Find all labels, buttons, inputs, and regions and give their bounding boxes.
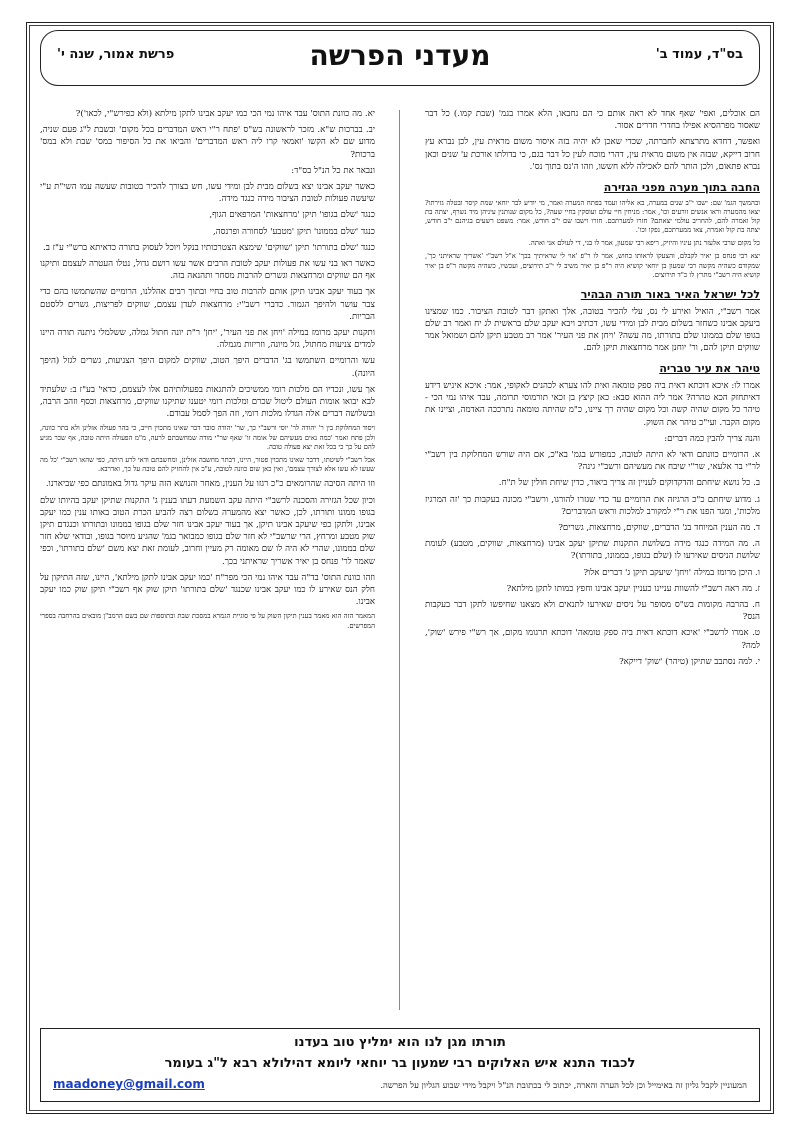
answer-paragraph: אבל רשב"י לשיטתו, דדבר שאינו מתכוין פטור, היינו, דבתר מחשבה אזלינן, ומחשבתם ודאי לרע היתה, כפי שהאו רשב"י 'כל מה שעשו לא עשו אלא לצורך עצמם', ואין כאן שום כוונה לטובה, ע"כ אין להחזיק להם טובה על כך, ואדרבא. — [40, 455, 375, 474]
answer-intro: ונבאר את כל הנ"ל בס"ד: — [291, 165, 375, 176]
footer-box — [40, 1028, 760, 1102]
answer-line: כנגד 'שלם בתורתו' תיקן 'שווקים' שימצא הצטרכותיו בנקל ויוכל לעסוק בתורה כדאיתא ברש"י ע"ז ב. — [42, 242, 375, 253]
tiberias-paragraph: אמרו לו: איכא דוכתא דאית ביה ספק טומאה ואית להו צערא לכהנים לאקופי, אמר: איכא איניש דידע דאיתחזק הכא טהרה? אמר ליה ההוא סבא: כאן קיצץ בן זכאי תורמוסי תרומה, עבד איהו נמי הכי - טיהר כל מקום שהיה קשה וכל מקום שהיה רך ציינו, כ"מ שהיתה טומאה נתרככה האדמה, וציינו את מקום הקבר. ועי"כ טיהר את השוק. — [425, 381, 760, 428]
right-column — [425, 108, 760, 1018]
answer-paragraph: ויסוד המחלוקת בין ר' יהודה לר' יוסי ורשב"י כך, שר' יהודה סובר דבר שאינו מתכוין חייב, כי בהר פעולה אזלינן ולא בתר כוונה, ולכן פתח ואמר 'כמה נאים מעשיהם של אומה זו' שאף שר"י מודה שמחשבתם לרעה, מ"מ הפעולה היתה טובה, אף שכר מגיע להם על כך כי בכל זאת יצא פעולה טובה. — [40, 424, 375, 451]
answer-line: כנגד 'שלם בממונו' תיקן 'מטבע' לסחורה ופרנסה, — [212, 226, 375, 237]
question-item: ד. מה הענין המיוחד בג' הדברים, שווקים, מרחצאות, גשרים? — [558, 523, 760, 534]
question-item: ו. היכן מרומז במילה 'ויחן' שיעקב תיקן ג' דברים אלו? — [583, 567, 760, 578]
publication-title: מעדני הפרשה — [309, 39, 491, 72]
footer-line-1: תורתו מגן לנו הוא ימליץ טוב בעדנו — [294, 1035, 506, 1050]
header-banner — [40, 30, 760, 86]
question-item: יא. מה כוונת התוס' עבד איהו נמי הכי כמו יעקב אבינו לתקן מילתא (ולא כפירש"י, לכאו')? — [75, 109, 375, 119]
question-item: י. למה נסתבב שתיקן (טיהר) 'שוק' דייקא? — [619, 656, 760, 667]
answer-paragraph: אך עשו, ונכדיו הם מלכות רומי ממשיכים להתגאות בפעולותיהם אלו לעצמם, כדאי' בע"ז ב: שלעתיד לבא יבואו אומות העולם ליטול שכרם ומלכות רומי יטענו שתיקנו שווקים, מרחצאות וכסף וזהב הרבה, ובשלושה דברים אלה הגדלו מלכות רומי, וזה הפך לסמל עבודם. — [40, 384, 375, 420]
page-label: בס"ד, עמוד ב' — [655, 47, 743, 62]
intro-paragraph-2: ואפשר, דחדא מתרצתא לחברתה, שכדי שאכן לא יהיה בזה איסור משום מראית עין, לכן נברא עץ חרוב דייקא, שבזה אין משום מראית עין, דהרי מוכח לעין כל דבר בגם, כי בדולתו אורכת ע' שנים וכאן נברא פתאום, ולכן הותר להם לאכילה ללא חששו, וזהו ה'נס בתוך נס'. — [425, 137, 760, 172]
question-item: ה. מה המידה כנגד מידה בשלושת התקנות שתיקן יעקב אבינו (מרחצאות, שווקים, מטבע) לעומת שלושת הניסים שאירעו לו (שלם בגופו, בממונו, בתורתו)? — [425, 539, 760, 562]
footer-line-2: לכבוד התנא איש האלוקים רבי שמעון בר יוחאי ליומא דהילולא רבא ל"ג בעומר — [164, 1056, 636, 1071]
subscription-note: המעוניין לקבל גליון זה באימייל וכן לכל הערה והארה, יכתוב לי בכתובת הנ"ל ויקבל מידי שבוע הגליון על הפרשה. — [380, 1081, 747, 1091]
question-item: א. הרומיים כוונתם ודאי לא היתה לטובה, כמפורש בגמ' בא"כ, אם היה שורש המחלוקת בין רשב"י לר"י בר אלעאי, שר"י שיבח את מעשיהם ורשב"י גינה? — [425, 450, 760, 473]
question-item: ח. בהרבה מקומות בש"ס מסופר על ניסים שאירעו לתנאים ולא מצאנו שחיפשו לתקן דבר בעקבות הנס? — [425, 600, 760, 623]
column-divider — [399, 110, 400, 1010]
cave-paragraph-1: ובהמשך הגמ' שם: ישבו י"ב שנים במערה, בא אליהו ועמד בפתח המערה ואמר, מי יודיע לבר יוחאי שמת קיסר ובטלה גזירתו? יצאו מהמערה וראו אנשים זורעים וכו', אמר: מניחין חיי עולם ועוסקין בחיי שעה?, כל מקום שנותנין עיניהן מיד נשרף, יצתה בת קול ואמרה להם, להחריב עולמי יצאתם? חזרו למערתכם. חזרו וישבו שם י"ב חודש, אמר: משפט רשעים בגיהנם י"ב חודש, יצתה בת קול ואמרה, צאו ממערתכם, נפקו וכו'. — [425, 198, 760, 235]
torah-light-paragraph: אמר רשב"י, הואיל ואירע לי נס, עלי להכיר בטובה, אלך ואתקן דבר לטובת הציבור. כמו שמצינו ביעקב אבינו כשחזר בשלום מבית לבן ומידי עשו, דכתיב ויבא יעקב שלם בראשית לג יח ואמר רב שלם בגופו שלם בממונו שלם בתורתו, מה עשה? 'ויחן את פני העיר' אמר רב מטבע תיקן להם ושמואל אמר שווקים תיקן להם, ור' יוחנן אמר מרחצאות תיקן להם. — [425, 306, 760, 354]
answer-paragraph: אך בעוד יעקב אבינו תיקן אותם להרבות טוב בחיי ובתוך רבים אהללנו, הרומיים שהשתמשו בהם כדי צבר עושר ולהיפך הגמור. כדברי רשב"י: מרחצאות לעדן עצמם, שווקים לפריצות, גשרים ללסטם הבריות. — [40, 287, 375, 322]
answer-paragraph: וכיון שכל הגזירה והסכנה לרשב"י היתה עקב השמעת דעתו בענין ג' התקנות שתיקן יעקב בהיותו שלם בגופו ממונו ותורתו, לכן, כאשר יצא מהמערה בשלום רצה להביע הכרת הטוב באותו ענין כמו יעקב אבינו, ולתקן כפי שיעקב אבינו תיקן, אך בעוד יעקב אבינו חזר שלם בגופו בממונו ובתורתו וכנגדם תיקן שוק מטבע ומרחץ, הרי שרשב"י לא חזר שלם בגופו כמבואר בגמ' שהגיע מיוסר בגופו, ובודאי שלא חזר שלם בממונו, שהרי לא היה לו שם מאומה רק מעיין וחרוב, לעומת זאת יצא משם 'שלם בתורתו', וכפי שאמר לר' פנחס בן יאיר אשריך שראיתני בכך. — [40, 495, 375, 567]
question-item: ז. מה ראה רשב"י להשוות עניינו כעניין יעקב אבינו וחפץ כמותו לתקן מילתא? — [506, 583, 760, 594]
question-item: יב. בברכות ש"א. מזכר לראשונה בש"ס 'פתח ר"י ראש המדברים בכל מקום' ובשבת ל"ג פעם שניה, מדוע שם לא הקשו 'ואמאי קרו ליה ראש המדברים' והביאו את כל הסיפור במס' שבת ולא במס' ברכות? — [40, 125, 375, 160]
answer-paragraph: וזהו כוונת התוס' בד"ה עבד איהו נמי הכי מפר"ח 'כמו יעקב אבינו לתקן מילתא', היינו, שזה התיקון על חלק הנס שאירע לו כמו יעקב אבינו שכנגד 'שלם בתורתו' תיקן שוק אף רשב"י תיקן שוק כמו יעקב אבינו. — [40, 572, 375, 608]
intro-paragraph-1: הם אוכלים, ואפי' שאף אחד לא ראה אותם כי הם נחבאו, הלא אמרו בגמ' (שבת קמו.) כל דבר שאסור מפרהסיא אפילו בחדרי חדרים אסור. — [425, 109, 760, 132]
answer-paragraph: כאשר ראו בני עשו את פעולות יעקב לטובת הרבים אשר עשו רושם גדול, נטלו העטרה לעצמם ותיקנו אף הם שווקים ומרחצאות וגשרים להרבות מסחר ותהנאה בזה. — [40, 259, 375, 282]
answer-line: כנגד 'שלם בגופו' תיקן 'מרחצאות' המרפאים הגוף, — [209, 210, 375, 221]
answer-paragraph: וזו היתה הסיבה שהרומאים כ"כ רגזו על הענין, מאחר והנושא הזה עיקר גדול באמונתם כפי שביארנו. — [45, 479, 375, 490]
answer-paragraph: ותקנות יעקב מרומז במילה 'ויחן את פני העיר', 'יחן' ר"ת יונה חתול גמלה, ששלמלי ניתנה תורה היינו למדים צניעות מחתול, גזל מיונה, וזריזות מגמלה. — [40, 328, 375, 351]
question-item: ט. אמרו לרשב"י 'איכא דוכתא דאית ביה ספק טומאה' דוכתא תרגומו מקום, אך רש"י פירש 'שוק', למה? — [425, 628, 760, 651]
question-item: ב. כל נושא שיחתם והדקדוקים לעניין זה צריך ביאור, כדין שיחת חולין של ת"ח. — [498, 478, 760, 489]
section-heading-torah-light: לכל ישראל האיר באור תורה הבהיר — [580, 288, 760, 301]
section-heading-tiberias: טיהר את עיר טבריה — [659, 362, 760, 376]
answer-paragraph: עשו והרומיים השתמשו בג' הדברים היפך הטוב, שווקים למקום היפך הצניעות, גשרים לגזל (היפך היונה). — [40, 356, 375, 379]
left-column — [40, 108, 375, 1018]
answer-paragraph: כאשר יעקב אבינו יצא בשלום מבית לבן ומידי עשו, חש בצורך להכיר בטובות שעשה עמו השי"ת ע"י שיעשה פעולות לטובת הציבור מידה כנגד מידה. — [40, 182, 375, 205]
footnote: המאמר הזה הוא מאמר בענין תיקון השוק על פי סוגיית הגמרא במסכת שבת ובתוספות שם בשם הרמב"ן מובאים בהרחבה בספרי המפרשים. — [40, 612, 375, 630]
section-heading-cave: החבה בתוך מערה מפני הגזירה — [603, 181, 760, 195]
cave-paragraph-3: יצא רבי פנחס בן יאיר לקבלם, והצעקו לראותו כחוש, אמר לו ר"פ 'אוי לי שראיתיך בכך' א"ל רשב"י 'אשריך שראיתני כך', שמקודם כשהיה מקשה רבי שמעון בן יוחאי קושיא היה ר"פ בן יאיר משיב לי י"ב תירוצים, ועכשיו, כשהיה מקשה ר"פ בן יאיר קושיא היה רשב"י מתרץ לו כ"ד תירוצים. — [425, 252, 760, 279]
questions-intro: והנה צריך להבין כמה דברים: — [664, 433, 760, 444]
parsha-label: פרשת אמור, שנה י' — [57, 47, 175, 62]
email-link[interactable]: maadoney@gmail.com — [53, 1077, 205, 1091]
question-item: ג. מדוע שיחתם כ"כ הרגיזה את הרומיים עד כדי שגזרו להורגו, ורשב"י מכונה בעקבות כך 'זה המרגיז מלכות', ומגד הפנו את ר"י למקורב למלכות וראש המדברים? — [425, 494, 760, 517]
cave-paragraph-2: כל מקום שרבי אלעזר נתן עיניו והיזיק, ריפא רבי שמעון, אמר לו בני, די לעולם אני ואתה. — [528, 239, 760, 248]
